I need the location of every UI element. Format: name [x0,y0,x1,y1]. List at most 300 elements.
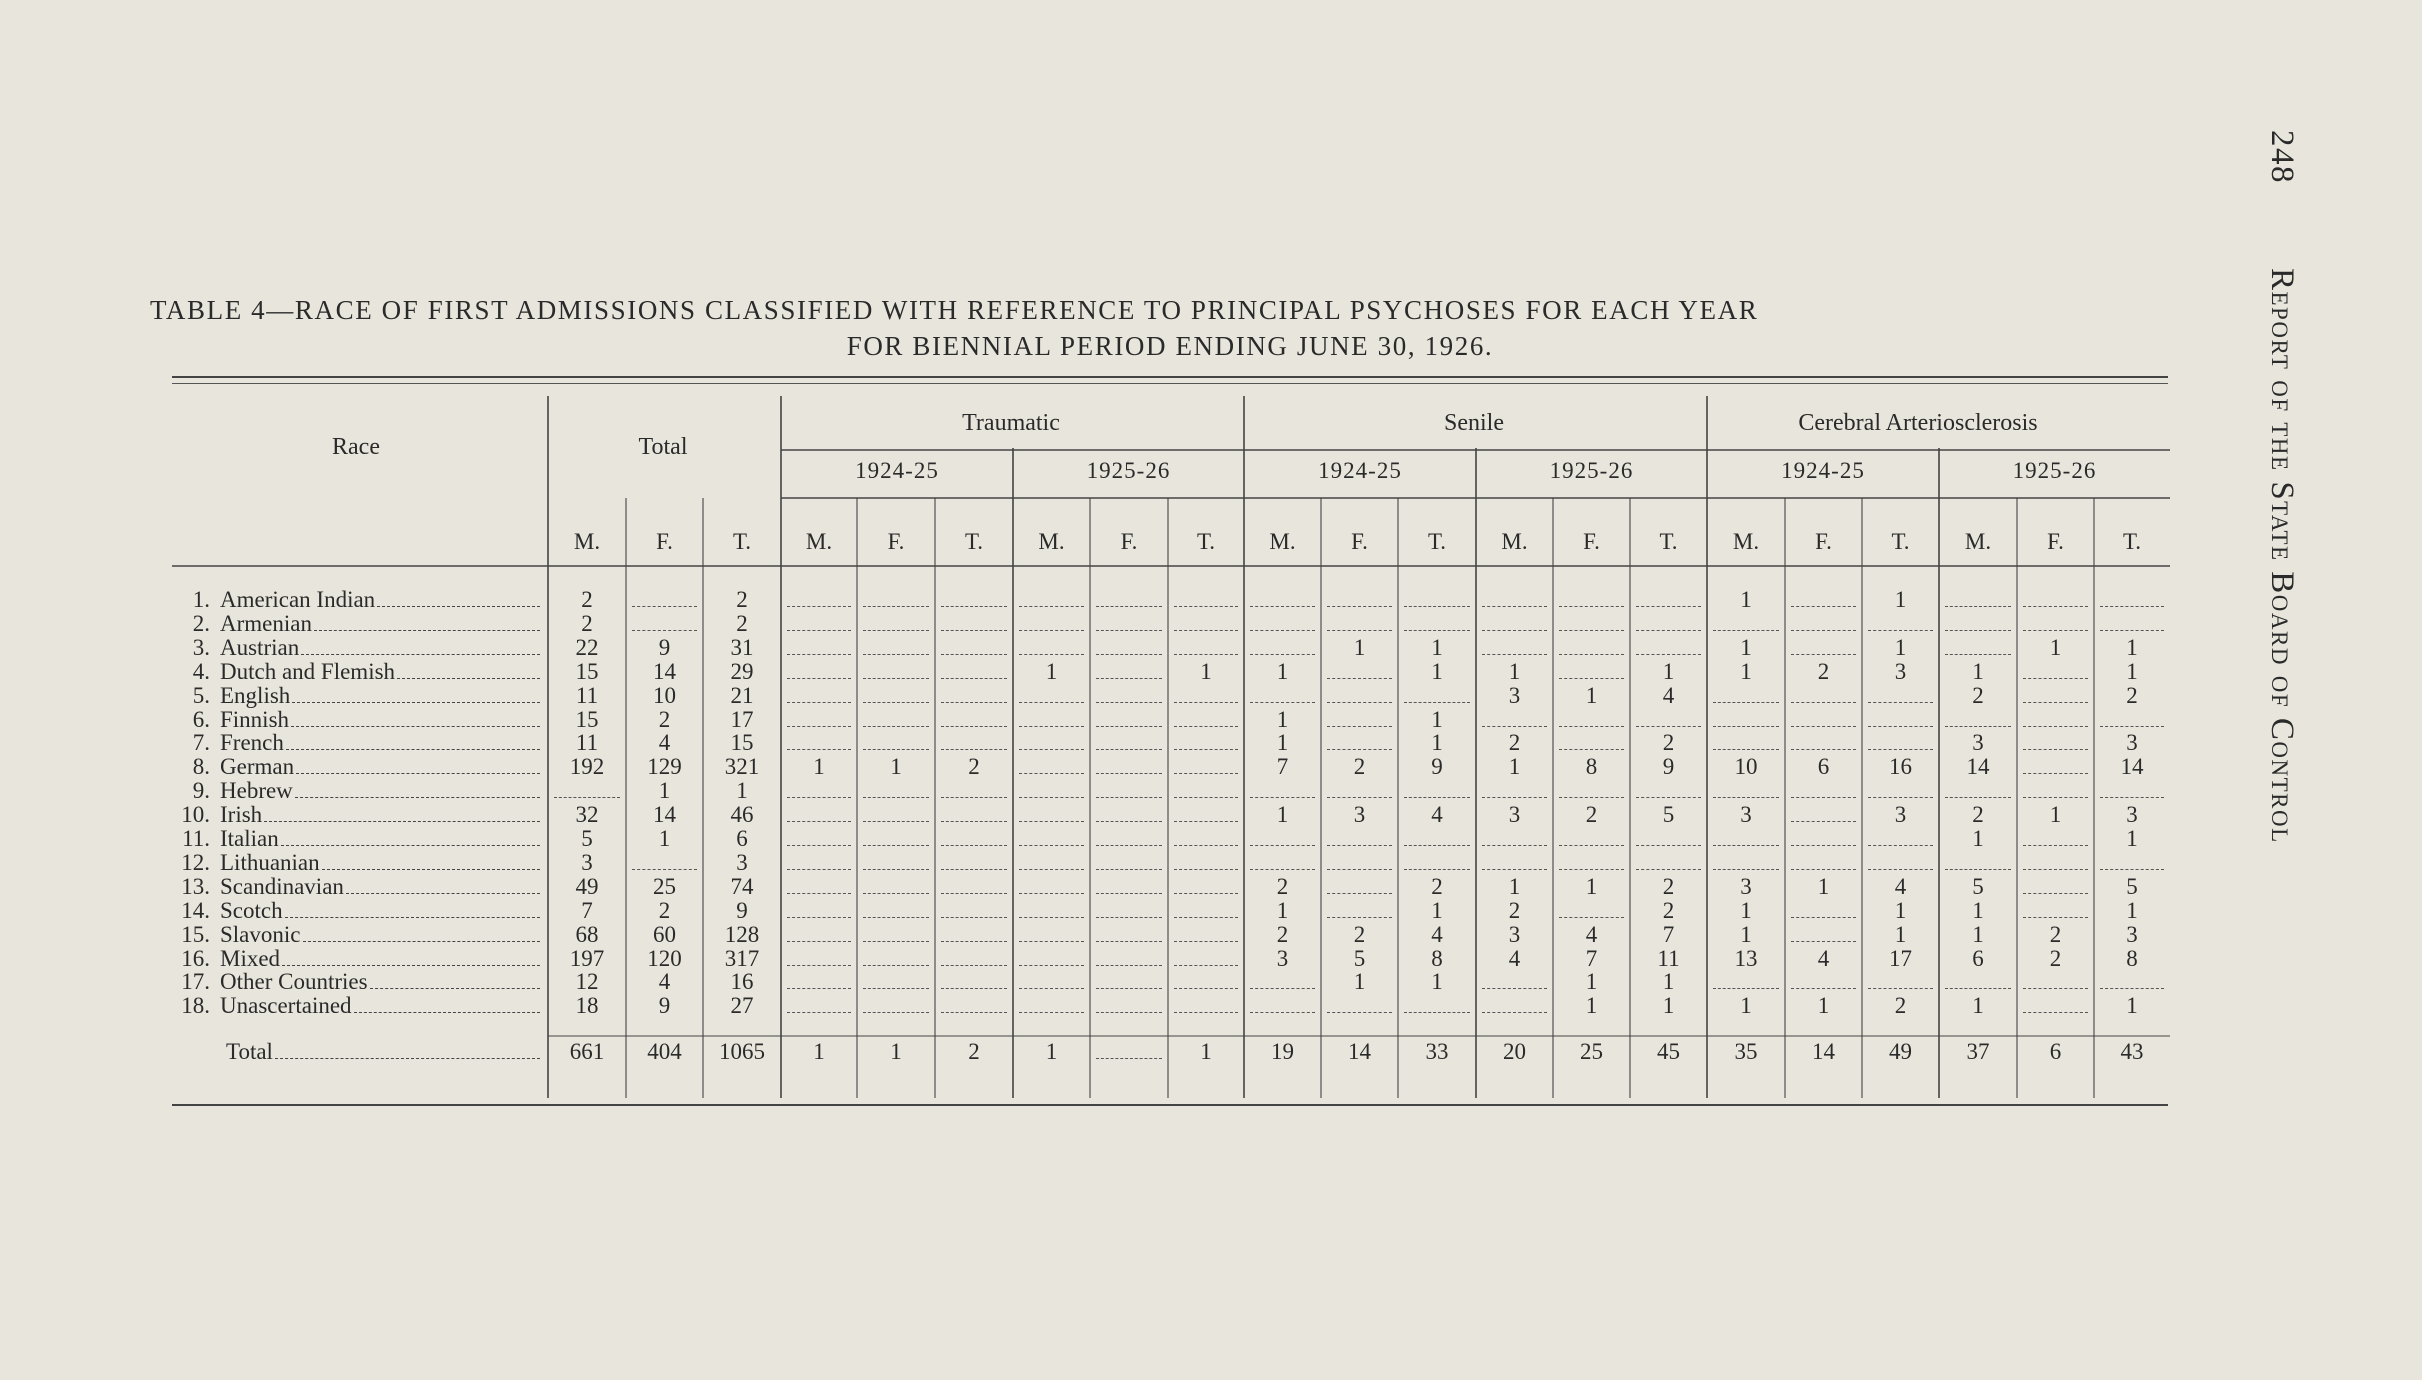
table-cell: 1 [2049,802,2062,828]
table-cell: 2 [1662,730,1675,756]
blank-cell [1791,726,1856,727]
table-cell: 32 [575,802,599,828]
blank-cell [1327,845,1392,846]
blank-cell [1868,630,1933,631]
blank-cell [1174,1012,1238,1013]
blank-cell [1482,606,1547,607]
blank-cell [1945,606,2011,607]
table-cell: 9 [658,634,671,660]
table-cell: 6 [1972,945,1984,971]
table-cell: 1 [1740,634,1752,660]
blank-cell [941,654,1007,655]
blank-cell [1019,797,1084,798]
leader-dots [295,783,540,798]
blank-cell [1174,845,1238,846]
table-cell: 16 [1889,754,1912,780]
blank-cell [1019,773,1084,774]
table-cell: 1 [890,754,902,780]
table-cell: 1 [1276,706,1289,732]
race-label: Scotch [220,897,283,923]
table-cell: 4 [658,969,671,995]
blank-cell [941,893,1007,894]
table-cell: 1 [1353,634,1366,660]
table-cell: 9 [1431,754,1443,780]
blank-cell [1250,630,1315,631]
table-cell: 9 [658,993,671,1019]
table-cell: 1 [1740,658,1752,684]
total-cell: 19 [1271,1039,1294,1064]
blank-cell [941,726,1007,727]
blank-cell [787,869,851,870]
table-cell: 3 [1508,921,1521,947]
blank-cell [1327,702,1392,703]
blank-cell [1096,893,1162,894]
table-cell: 14 [653,802,676,828]
year-header: 1924-25 [1318,458,1402,483]
caption-line-2: FOR BIENNIAL PERIOD ENDING JUNE 30, 1926. [846,331,1494,361]
blank-cell [941,702,1007,703]
table-cell: 25 [653,873,676,899]
row-number: 1. [192,587,210,612]
blank-cell [2023,726,2088,727]
blank-cell [1868,845,1933,846]
sub-header: F. [1351,529,1368,554]
total-cell: 14 [1348,1039,1371,1064]
table-cell: 1 [2126,993,2138,1019]
row-number: 3. [192,634,210,660]
blank-cell [1096,1058,1162,1059]
blank-cell [863,749,929,750]
blank-cell [1327,630,1392,631]
table-row [174,803,540,827]
table-cell: 3 [1276,945,1289,971]
sub-header: T. [1659,529,1678,554]
blank-cell [1868,869,1933,870]
race-label: Hebrew [220,778,293,804]
table-cell: 3 [1353,802,1366,828]
table-cell: 74 [730,873,754,899]
table-cell: 1 [1431,897,1443,923]
table-cell: 1 [1585,993,1598,1019]
table-cell: 3 [1894,658,1907,684]
race-label: Total [226,1039,273,1064]
blank-cell [1559,726,1624,727]
table-cell: 2 [1508,897,1521,923]
blank-cell [1713,726,1779,727]
table-cell: 1 [1431,730,1443,756]
table-cell: 1 [1662,658,1675,684]
total-cell: 37 [1966,1039,1990,1064]
blank-cell [1482,869,1547,870]
race-label: Armenian [220,610,312,636]
blank-cell [1096,941,1162,942]
blank-cell [1945,726,2011,727]
blank-cell [1174,893,1238,894]
row-number: 17. [181,969,210,995]
blank-cell [1174,726,1238,727]
blank-cell [787,678,851,679]
blank-cell [1096,702,1162,703]
table-cell: 1 [1045,658,1058,684]
sub-header: T. [1196,529,1216,554]
header-senile: Senile [1444,410,1504,436]
blank-cell [1096,726,1162,727]
table-cell: 11 [575,730,599,756]
blank-cell [863,941,929,942]
table-cell: 2 [1353,754,1366,780]
year-header: 1925-26 [2012,458,2097,483]
leader-dots [281,831,540,846]
blank-cell [1174,941,1238,942]
table-cell: 1 [1972,658,1984,684]
race-label: Lithuanian [220,849,320,875]
table-cell: 1 [1740,921,1752,947]
blank-cell [1327,893,1392,894]
sub-header: M. [1038,529,1065,554]
blank-cell [1174,654,1238,655]
blank-cell [1482,726,1547,727]
table-cell: 49 [575,873,599,899]
table-cell: 4 [1431,802,1443,828]
total-cell: 43 [2120,1039,2144,1064]
sub-header: M. [573,529,601,554]
blank-cell [1713,630,1779,631]
blank-cell [1250,797,1315,798]
blank-cell [1019,606,1084,607]
table-cell: 1 [1276,897,1289,923]
blank-cell [1019,749,1084,750]
leader-dots [370,974,540,989]
table-cell: 1 [1662,969,1675,995]
blank-cell [863,893,929,894]
blank-cell [1713,749,1779,750]
blank-cell [863,821,929,822]
blank-cell [1868,726,1933,727]
page-number: 248 [2264,130,2300,184]
blank-cell [787,726,851,727]
header-cerebral-arteriosclerosis: Cerebral Arteriosclerosis [1798,410,2038,436]
blank-cell [1174,965,1238,966]
blank-cell [941,988,1007,989]
blank-cell [863,965,929,966]
blank-cell [1096,917,1162,918]
blank-cell [1174,773,1238,774]
leader-dots [285,903,540,918]
total-row-label [226,1040,540,1064]
blank-cell [863,606,929,607]
blank-cell [1791,654,1856,655]
blank-cell [1174,749,1238,750]
blank-cell [632,606,697,607]
table-row [174,612,540,636]
leader-dots [303,927,541,942]
blank-cell [787,917,851,918]
table-cell: 1 [1431,658,1443,684]
blank-cell [1019,821,1084,822]
table-cell: 2 [1972,802,1984,828]
blank-cell [1174,797,1238,798]
table-row [174,755,540,779]
blank-cell [863,630,929,631]
blank-cell [1327,1012,1392,1013]
blank-cell [1327,797,1392,798]
blank-cell [941,797,1007,798]
table-cell: 2 [581,587,593,612]
table-cell: 4 [1894,873,1907,899]
blank-cell [1096,773,1162,774]
race-label: Scandinavian [220,873,344,899]
table-cell: 1 [1431,706,1443,732]
blank-cell [2100,606,2164,607]
table-cell: 1 [813,754,825,780]
table-cell: 2 [658,897,671,923]
year-header: 1924-25 [1781,458,1865,483]
blank-cell [1713,988,1779,989]
total-cell: 49 [1889,1039,1912,1064]
blank-cell [787,965,851,966]
table-cell: 17 [730,706,754,732]
table-cell: 2 [1662,873,1675,899]
blank-cell [1250,845,1315,846]
blank-cell [1791,845,1856,846]
table-row [174,994,540,1018]
blank-cell [941,1012,1007,1013]
table-row [174,970,540,994]
blank-cell [1250,1012,1315,1013]
blank-cell [2023,773,2088,774]
leader-dots [292,688,540,703]
table-cell: 1 [1817,873,1830,899]
table-cell: 1 [1585,969,1598,995]
table-cell: 1 [1508,873,1521,899]
table-cell: 1 [1353,969,1366,995]
total-cell: 1 [890,1039,902,1064]
year-header: 1924-25 [855,458,939,483]
table-row [174,851,540,875]
blank-cell [1791,797,1856,798]
blank-cell [787,845,851,846]
blank-cell [1174,869,1238,870]
total-cell: 1 [1200,1039,1212,1064]
table-cell: 3 [1894,802,1907,828]
sub-header: T. [2122,529,2142,554]
table-cell: 4 [1431,921,1443,947]
table-cell: 3 [2126,921,2138,947]
blank-cell [1559,749,1624,750]
table-cell: 4 [1662,682,1675,708]
table-cell: 22 [575,634,599,660]
blank-cell [1174,630,1238,631]
blank-cell [1791,917,1856,918]
table-cell: 1 [1276,730,1289,756]
blank-cell [1868,749,1933,750]
blank-cell [1096,678,1162,679]
blank-cell [1327,726,1392,727]
table-cell: 3 [581,849,593,875]
table-cell: 14 [1966,754,1990,780]
table-cell: 17 [1889,945,1912,971]
table-row [174,731,540,755]
sub-header: F. [656,529,673,554]
table-cell: 1 [2126,826,2138,851]
blank-cell [1791,988,1856,989]
blank-cell [787,749,851,750]
blank-cell [1482,654,1547,655]
table-cell: 9 [1662,754,1675,780]
total-cell: 2 [968,1039,980,1064]
blank-cell [1791,749,1856,750]
table-cell: 7 [1662,921,1675,947]
blank-cell [863,845,929,846]
race-label: Austrian [220,634,300,660]
table-cell: 2 [1972,682,1984,708]
table-row [174,588,540,612]
blank-cell [1559,797,1624,798]
blank-cell [2023,606,2088,607]
blank-cell [1713,702,1779,703]
row-number: 16. [181,945,210,971]
blank-cell [1945,869,2011,870]
total-cell: 404 [647,1039,682,1064]
race-label: English [220,682,291,708]
race-label: Irish [220,802,263,828]
table-cell: 3 [1508,802,1521,828]
table-cell: 1 [1276,802,1289,828]
blank-cell [1482,845,1547,846]
table-cell: 31 [730,634,754,660]
blank-cell [2100,988,2164,989]
table-row [174,684,540,708]
blank-cell [863,797,929,798]
blank-cell [863,702,929,703]
sub-header: T. [1891,529,1910,554]
leader-dots [296,759,540,774]
blank-cell [1096,1012,1162,1013]
blank-cell [1868,988,1933,989]
leader-dots [322,855,540,870]
blank-cell [787,988,851,989]
table-cell: 16 [730,969,754,995]
row-number: 6. [192,706,210,732]
table-cell: 197 [569,945,605,971]
blank-cell [941,965,1007,966]
table-cell: 2 [1276,873,1289,899]
blank-cell [787,821,851,822]
table-cell: 1 [1508,754,1521,780]
blank-cell [554,797,620,798]
blank-cell [863,726,929,727]
blank-cell [1713,845,1779,846]
blank-cell [2100,726,2164,727]
blank-cell [1791,941,1856,942]
blank-cell [2100,630,2164,631]
leader-dots [291,712,540,727]
table-cell: 18 [575,993,599,1019]
table-cell: 11 [1657,945,1680,971]
table-cell: 2 [968,754,980,780]
sub-header: F. [1583,529,1600,554]
row-number: 14. [181,897,210,923]
blank-cell [1559,606,1624,607]
blank-cell [1482,630,1547,631]
race-label: French [220,730,284,756]
blank-cell [1327,606,1392,607]
table-cell: 1 [1740,897,1752,923]
blank-cell [1327,678,1392,679]
table-row [174,923,540,947]
blank-cell [1559,678,1624,679]
blank-cell [863,1012,929,1013]
blank-cell [1096,965,1162,966]
blank-cell [1404,702,1470,703]
leader-dots [301,640,540,655]
table-cell: 13 [1734,945,1758,971]
blank-cell [1174,988,1238,989]
leader-dots [377,592,540,607]
table-cell: 7 [1276,754,1289,780]
blank-cell [787,630,851,631]
table-cell: 2 [736,587,748,612]
blank-cell [2023,988,2088,989]
table-cell: 2 [1585,802,1598,828]
table-cell: 1 [2126,634,2138,660]
table-cell: 21 [730,682,754,708]
blank-cell [2023,917,2088,918]
blank-cell [941,941,1007,942]
race-label: American Indian [220,587,376,612]
table-row [174,875,540,899]
blank-cell [1636,869,1701,870]
blank-cell [1019,702,1084,703]
table-cell: 1 [1740,587,1752,612]
leader-dots [282,951,540,966]
blank-cell [1019,965,1084,966]
blank-cell [1250,654,1315,655]
table-cell: 29 [730,658,754,684]
row-number: 12. [181,849,210,875]
table-cell: 1 [1276,658,1289,684]
table-cell: 5 [2126,873,2138,899]
table-row [174,708,540,732]
total-cell: 1065 [719,1039,765,1064]
table-row [174,947,540,971]
blank-cell [1327,869,1392,870]
blank-cell [1945,654,2011,655]
blank-cell [1791,702,1856,703]
total-cell: 25 [1580,1039,1603,1064]
table-cell: 120 [647,945,682,971]
blank-cell [1482,988,1547,989]
table-cell: 1 [1431,634,1443,660]
blank-cell [2023,630,2088,631]
blank-cell [1868,702,1933,703]
blank-cell [941,917,1007,918]
blank-cell [787,1012,851,1013]
blank-cell [941,845,1007,846]
table-cell: 1 [1894,921,1907,947]
race-label: Italian [220,826,279,851]
blank-cell [1713,797,1779,798]
total-cell: 33 [1425,1039,1449,1064]
table-cell: 128 [724,921,760,947]
table-cell: 15 [575,658,599,684]
blank-cell [1019,893,1084,894]
blank-cell [1096,869,1162,870]
blank-cell [1482,797,1547,798]
table-cell: 5 [581,826,593,851]
blank-cell [941,821,1007,822]
leader-dots [314,616,540,631]
